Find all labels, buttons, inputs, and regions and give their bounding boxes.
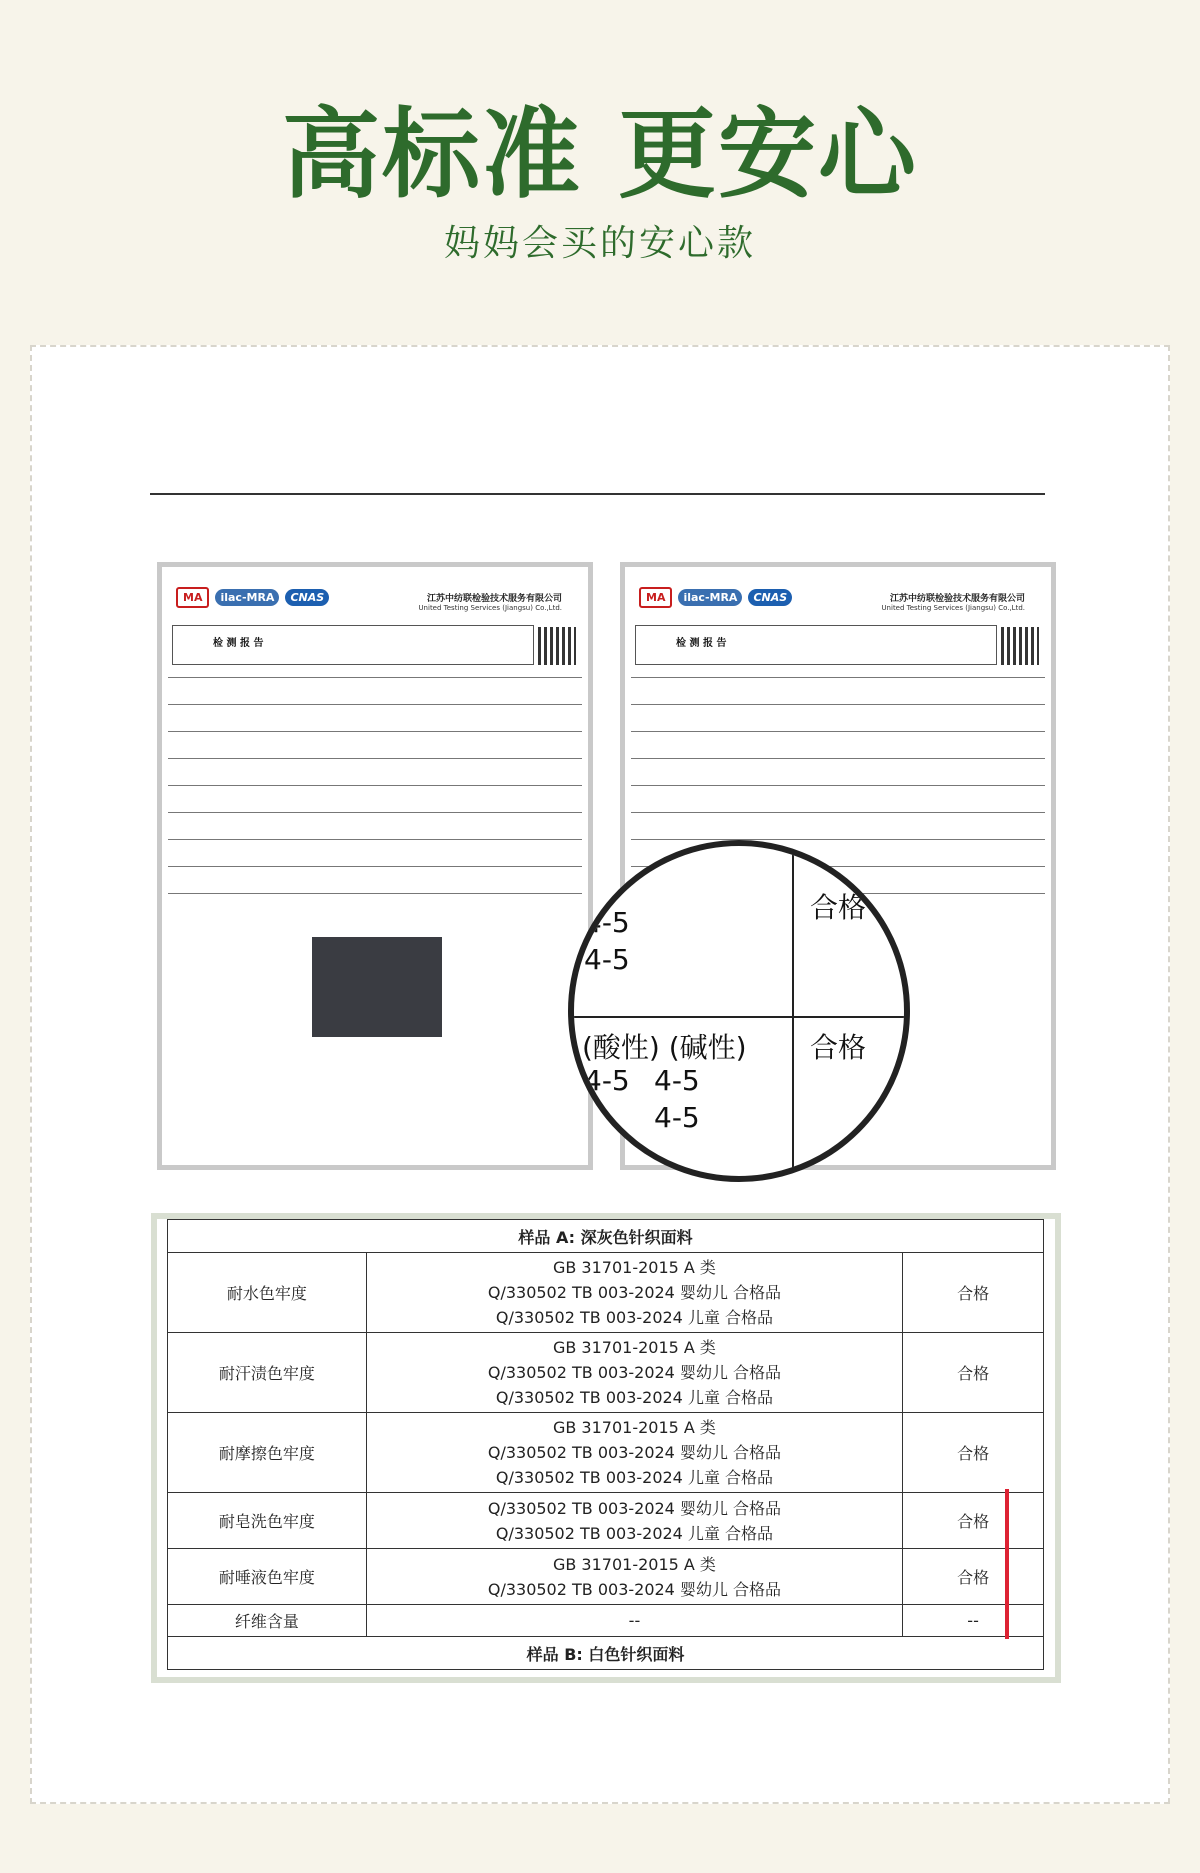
test-item: 耐唾液色牢度 (168, 1549, 367, 1605)
mag-value: 4-5 (584, 943, 630, 976)
page-title: 高标准 更安心 (281, 98, 919, 212)
mag-result: 合格 (810, 1031, 867, 1064)
mag-value: 4-5 (584, 906, 630, 939)
standard-line: Q/330502 TB 003-2024 婴幼儿 合格品 (487, 1443, 782, 1462)
magnifier-lens (568, 840, 910, 1182)
qr-code-icon (1001, 627, 1039, 665)
standard-line: Q/330502 TB 003-2024 儿童 合格品 (495, 1388, 774, 1407)
mag-acid-alkali-label: (酸性) (碱性) (582, 1031, 747, 1064)
cnas-logo: CNAS (285, 589, 329, 606)
standard-line: Q/330502 TB 003-2024 儿童 合格品 (495, 1468, 774, 1487)
test-result: 合格 (903, 1333, 1044, 1413)
standard-line: GB 31701-2015 A 类 (552, 1418, 716, 1437)
sample-b-caption: 样品 B: 白色针织面料 (168, 1637, 1044, 1670)
test-item: 耐摩擦色牢度 (168, 1413, 367, 1493)
test-standard (366, 1549, 902, 1605)
test-standard (366, 1605, 902, 1637)
standard-line: Q/330502 TB 003-2024 儿童 合格品 (495, 1308, 774, 1327)
table-row (168, 1605, 1044, 1637)
certification-logos (639, 587, 792, 608)
report-doc-title: 检 测 报 告 (676, 638, 727, 649)
test-report-page-1 (157, 562, 593, 1170)
issuer-name-cn: 江苏中纺联检验技术服务有限公司 (426, 594, 562, 604)
table-row (168, 1493, 1044, 1549)
red-seal-stamp (1005, 1489, 1049, 1639)
standard-line: GB 31701-2015 A 类 (552, 1258, 716, 1277)
test-standard (366, 1253, 902, 1333)
test-standard (366, 1413, 902, 1493)
test-result: 合格 (903, 1549, 1044, 1605)
table-row (168, 1333, 1044, 1413)
issuer-name-en: United Testing Services (Jiangsu) Co.,Ltd. (418, 604, 562, 612)
mag-value: 4-5 (654, 1064, 700, 1097)
standard-line: Q/330502 TB 003-2024 儿童 合格品 (495, 1523, 774, 1543)
issuer (881, 591, 1025, 612)
divider (150, 493, 1045, 495)
table-row (168, 1413, 1044, 1493)
test-standard (366, 1493, 902, 1549)
table-row (168, 1253, 1044, 1333)
qr-code-icon (538, 627, 576, 665)
standard-line: GB 31701-2015 A 类 (552, 1338, 716, 1357)
result-table (167, 1219, 1044, 1670)
standard-line: Q/330502 TB 003-2024 婴幼儿 合格品 (487, 1498, 782, 1518)
standard-line: Q/330502 TB 003-2024 婴幼儿 合格品 (487, 1283, 782, 1302)
report-header-box (172, 625, 534, 665)
ilac-logo: ilac-MRA (678, 589, 742, 606)
mag-result: 合格 (810, 891, 867, 924)
issuer-name-en: United Testing Services (Jiangsu) Co.,Ltd. (881, 604, 1025, 612)
report-header-box (635, 625, 997, 665)
standard-line: Q/330502 TB 003-2024 婴幼儿 合格品 (487, 1363, 782, 1382)
mag-gridline (792, 846, 794, 1176)
standard-line: GB 31701-2015 A 类 (552, 1554, 716, 1574)
issuer-name-cn: 江苏中纺联检验技术服务有限公司 (889, 594, 1025, 604)
fabric-sample-photo (312, 937, 442, 1037)
table-row (168, 1549, 1044, 1605)
test-result: 合格 (903, 1493, 1044, 1549)
mag-gridline (574, 1016, 904, 1018)
ma-logo: MA (639, 587, 672, 608)
standard-line: Q/330502 TB 003-2024 婴幼儿 合格品 (487, 1579, 782, 1599)
page-subtitle: 妈妈会买的安心款 (443, 223, 756, 264)
test-item: 耐水色牢度 (168, 1253, 367, 1333)
test-result: 合格 (903, 1413, 1044, 1493)
certification-logos (176, 587, 329, 608)
report-doc-title: 检 测 报 告 (213, 638, 264, 649)
mag-value: 4-5 (584, 856, 630, 889)
test-item: 耐皂洗色牢度 (168, 1493, 367, 1549)
test-item: 纤维含量 (168, 1605, 367, 1637)
standard-line: -- (628, 1611, 641, 1630)
ilac-logo: ilac-MRA (215, 589, 279, 606)
mag-value: 4-5 (654, 1101, 700, 1134)
test-result: -- (903, 1605, 1044, 1637)
result-table-zoom (151, 1213, 1061, 1683)
cnas-logo: CNAS (748, 589, 792, 606)
test-item: 耐汗渍色牢度 (168, 1333, 367, 1413)
test-standard (366, 1333, 902, 1413)
report-body-lines (168, 677, 582, 1125)
mag-value: 4-5 (584, 1064, 630, 1097)
test-result: 合格 (903, 1253, 1044, 1333)
issuer (418, 591, 562, 612)
ma-logo: MA (176, 587, 209, 608)
sample-a-caption: 样品 A: 深灰色针织面料 (168, 1220, 1044, 1253)
